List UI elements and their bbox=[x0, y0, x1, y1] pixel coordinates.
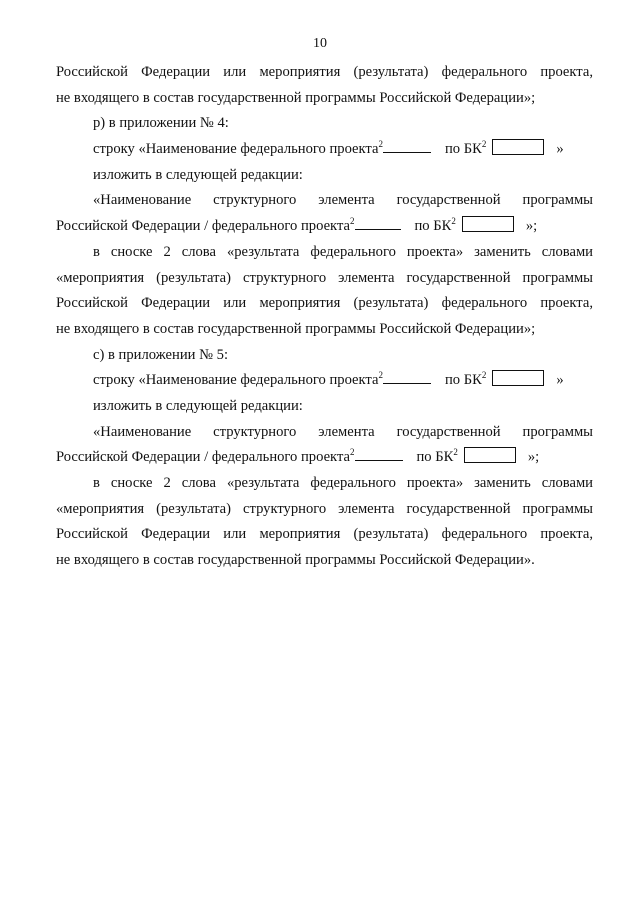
text-fragment: по БК bbox=[444, 372, 482, 389]
text-line: в сноске 2 слова «результата федерального проекта» заменить словами bbox=[93, 243, 593, 260]
footnote-mark: 2 bbox=[453, 447, 458, 458]
text-fragment: по БК bbox=[444, 141, 482, 158]
document-body bbox=[56, 60, 593, 574]
footnote-mark: 2 bbox=[481, 370, 487, 381]
footnote-mark: 2 bbox=[350, 447, 355, 458]
blank-underline bbox=[383, 371, 431, 384]
blank-box bbox=[492, 139, 544, 155]
text-fragment: » bbox=[556, 372, 564, 389]
text-fragment: по БК bbox=[416, 449, 454, 466]
footnote-mark: 2 bbox=[451, 216, 456, 227]
footnote-mark: 2 bbox=[378, 139, 383, 150]
blank-underline bbox=[355, 217, 401, 230]
list-item-r: р) в приложении № 4: bbox=[93, 115, 229, 132]
blank-box bbox=[492, 370, 544, 386]
text-line: Российской Федерации или мероприятия (результата) федерального проекта, bbox=[56, 526, 593, 543]
text-line: в сноске 2 слова «результата федерального проекта» заменить словами bbox=[93, 475, 593, 491]
blank-box bbox=[464, 447, 516, 463]
text-fragment: »; bbox=[527, 449, 540, 466]
list-item-s: с) в приложении № 5: bbox=[93, 346, 229, 363]
text-fragment: Российской Федерации / федерального проекта bbox=[56, 218, 350, 235]
text-fragment: Российской Федерации / федерального проекта bbox=[56, 449, 350, 466]
text-fragment: »; bbox=[525, 218, 538, 235]
text-fragment: строку «Наименование федерального проекта bbox=[93, 372, 379, 389]
text-line-with-blanks bbox=[56, 368, 593, 394]
text-line: «мероприятия (результата) структурного элемента государственной программы bbox=[56, 269, 593, 286]
text-fragment: строку «Наименование федерального проекта bbox=[93, 141, 379, 158]
text-line-with-blanks bbox=[56, 445, 593, 471]
page-number: 10 bbox=[313, 36, 327, 51]
footnote-mark: 2 bbox=[350, 216, 355, 227]
text-line: изложить в следующей редакции: bbox=[93, 397, 303, 414]
text-line: «мероприятия (результата) структурного элемента государственной программы bbox=[56, 500, 593, 517]
footnote-mark: 2 bbox=[481, 139, 487, 150]
blank-underline bbox=[355, 448, 403, 461]
text-line: Российской Федерации или мероприятия (результата) федерального проекта, bbox=[56, 64, 593, 80]
text-line-with-blanks bbox=[56, 137, 593, 163]
text-line: «Наименование структурного элемента государственной программы bbox=[93, 423, 593, 440]
text-fragment: по БК bbox=[414, 218, 452, 235]
footnote-mark: 2 bbox=[378, 370, 383, 381]
blank-box bbox=[462, 216, 514, 232]
text-line: «Наименование структурного элемента государственной программы bbox=[93, 192, 593, 209]
text-fragment: » bbox=[556, 141, 564, 158]
blank-underline bbox=[383, 140, 431, 153]
text-line: не входящего в состав государственной программы Российской Федерации»; bbox=[56, 89, 536, 106]
text-line: не входящего в состав государственной программы Российской Федерации». bbox=[56, 552, 535, 569]
text-line-with-blanks bbox=[56, 214, 593, 240]
text-line: не входящего в состав государственной программы Российской Федерации»; bbox=[56, 320, 536, 337]
text-line: Российской Федерации или мероприятия (результата) федерального проекта, bbox=[56, 295, 593, 312]
text-line: изложить в следующей редакции: bbox=[93, 166, 303, 183]
